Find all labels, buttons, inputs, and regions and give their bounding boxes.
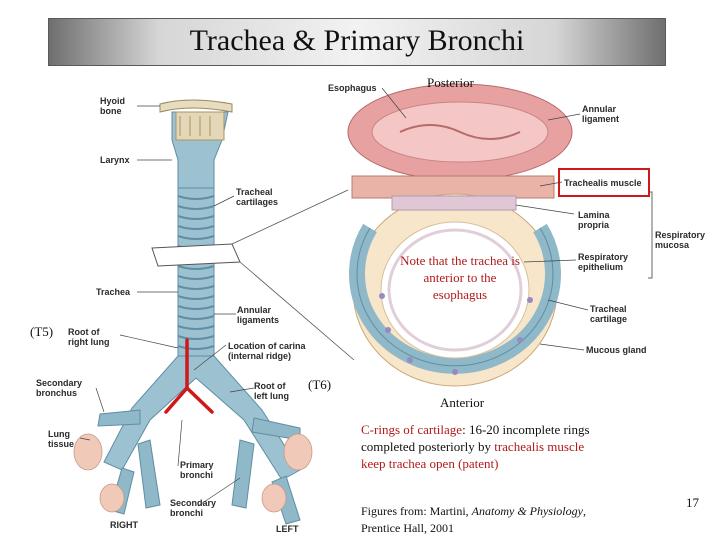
label-trachealis-muscle: Trachealis muscle <box>564 178 642 188</box>
leader-lines-left <box>80 106 254 506</box>
label-primary-bronchi: Primary bronchi <box>180 460 214 480</box>
c-rings-line-2: completed posteriorly by trachealis muscle <box>361 439 585 454</box>
label-mucous-gland: Mucous gland <box>586 345 647 355</box>
label-trachea: Trachea <box>96 287 131 297</box>
hyoid-bone <box>160 100 232 112</box>
page-number: 17 <box>686 495 699 510</box>
label-secondary-bronchus: Secondary bronchus <box>36 378 83 398</box>
label-lung-tissue: Lung tissue <box>48 429 75 449</box>
section-plane <box>152 244 240 266</box>
label-respiratory-mucosa: Respiratory mucosa <box>655 230 706 250</box>
t6-label: (T6) <box>308 377 332 392</box>
posterior-label: Posterior <box>427 75 474 90</box>
book-title: Anatomy & Physiology <box>471 504 583 518</box>
c-rings-description <box>361 421 590 472</box>
label-esophagus: Esophagus <box>328 83 377 93</box>
anterior-note: Note that the trachea is anterior to the esophagus <box>400 253 520 302</box>
section-connectors <box>232 190 354 360</box>
t5-label: (T5) <box>30 324 54 339</box>
anterior-label: Anterior <box>440 395 485 410</box>
slide-title: Trachea & Primary Bronchi <box>189 24 525 57</box>
label-root-left-lung: Root of left lung <box>254 381 289 401</box>
label-respiratory-epithelium: Respiratory epithelium <box>578 252 629 272</box>
c-rings-line-1: C-rings of cartilage: 16-20 incomplete rings <box>361 422 590 437</box>
label-annular-ligament: Annular ligament <box>582 104 620 124</box>
mucosa-bracket <box>648 192 652 278</box>
c-rings-line-3: keep trachea open (patent) <box>361 456 499 471</box>
label-tracheal-cartilage: Tracheal cartilage <box>590 304 628 324</box>
trachea-tube <box>178 188 214 358</box>
esophagus <box>348 84 572 180</box>
label-root-right-lung: Root of right lung <box>68 327 110 347</box>
trachealis-term: trachealis muscle <box>494 439 585 454</box>
label-hyoid-bone: Hyoid bone <box>100 96 126 116</box>
label-secondary-bronchi: Secondary bronchi <box>170 498 217 518</box>
label-location-carina: Location of carina (internal ridge) <box>228 341 306 361</box>
label-right: RIGHT <box>110 520 138 530</box>
c-rings-term: C-rings of cartilage <box>361 422 463 437</box>
label-tracheal-cartilages: Tracheal cartilages <box>236 187 279 207</box>
label-larynx: Larynx <box>100 155 130 165</box>
label-lamina-propria: Lamina propria <box>578 210 610 230</box>
label-annular-ligaments: Annular ligaments <box>237 305 280 325</box>
figure-credit: Figures from: Martini, Anatomy & Physiology, Prentice Hall, 2001 <box>361 504 586 535</box>
label-left: LEFT <box>276 524 299 534</box>
larynx <box>172 112 228 190</box>
